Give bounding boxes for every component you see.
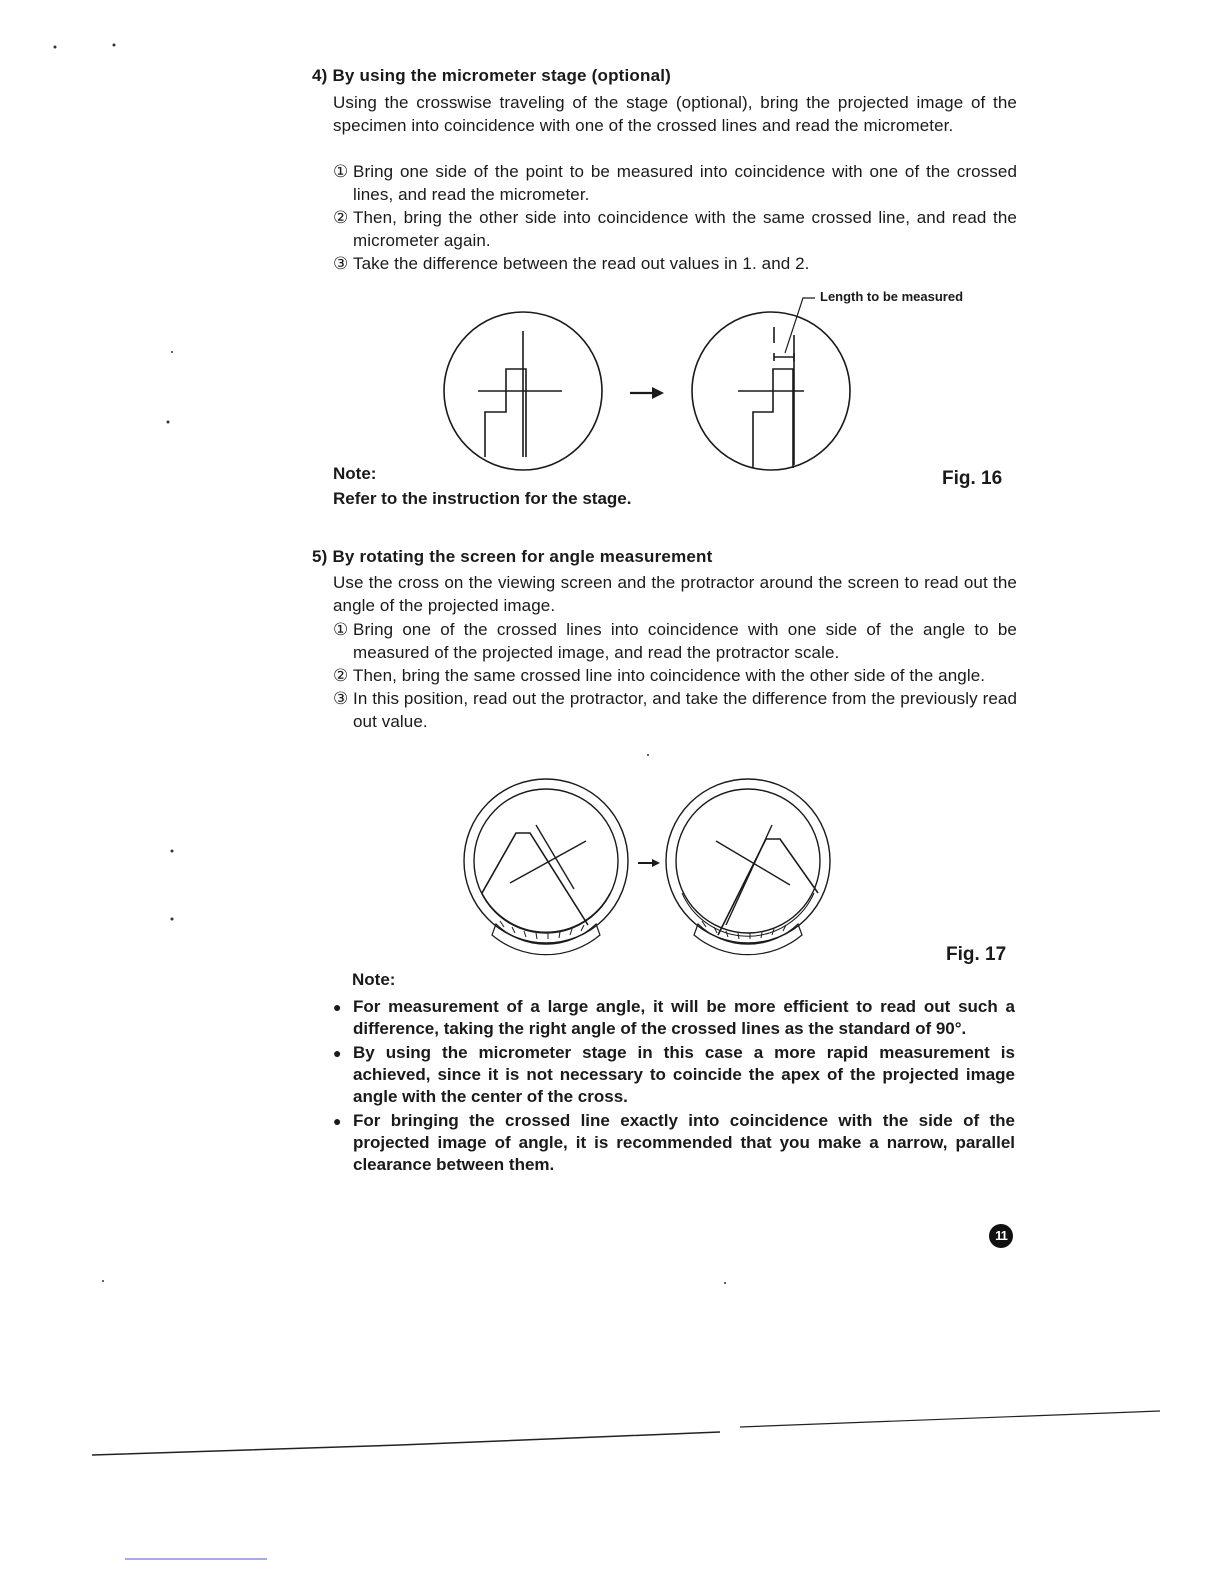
bullet-icon: ● xyxy=(333,1045,342,1061)
step-text: Then, bring the other side into coincidence with the same crossed line, and read the micrometer again. xyxy=(353,208,1017,250)
step-text: Bring one side of the point to be measured into coincidence with one of the crossed lines, and read the micrometer. xyxy=(353,162,1017,204)
bullet-text: By using the micrometer stage in this case a more rapid measurement is achieved, since it is not necessary to coincide the apex of the projected image angle with the center of the cross. xyxy=(353,1043,1015,1106)
step-text: Bring one of the crossed lines into coincidence with one side of the angle to be measured of the projected image, and read the protractor scale. xyxy=(353,620,1017,662)
bullet-icon: ● xyxy=(333,1113,342,1129)
fig-17-caption: Fig. 17 xyxy=(946,944,1007,965)
step-text: In this position, read out the protractor, and take the difference from the previously read out value. xyxy=(353,689,1017,731)
bottom-rule xyxy=(740,1411,1160,1427)
bullet-text: For bringing the crossed line exactly into coincidence with the side of the projected image of angle, it is recommended that you make a narrow, parallel clearance between them. xyxy=(353,1111,1015,1174)
step-number: ① xyxy=(333,162,349,181)
step-text: Then, bring the same crossed line into coincidence with the other side of the angle. xyxy=(353,666,986,685)
section-5-intro: Use the cross on the viewing screen and the protractor around the screen to read out the angle of the projected image. xyxy=(333,573,1017,615)
bullet-icon: ● xyxy=(333,999,342,1015)
page-number: 11 xyxy=(989,1224,1013,1248)
fig-17-note-label: Note: xyxy=(352,970,396,989)
fig-16-note-label: Note: xyxy=(333,464,377,483)
step-text: Take the difference between the read out values in 1. and 2. xyxy=(353,254,810,273)
step-number: ① xyxy=(333,620,349,639)
section-4-intro: Using the crosswise traveling of the stage (optional), bring the projected image of the specimen into coincidence with one of the crossed lines and read the micrometer. xyxy=(333,93,1017,135)
bullet-text: For measurement of a large angle, it will be more efficient to read out such a difference, taking the right angle of the crossed lines as the standard of 90°. xyxy=(353,997,1015,1038)
bottom-rule xyxy=(92,1432,720,1455)
step-number: ③ xyxy=(333,689,349,708)
length-annotation: Length to be measured xyxy=(820,289,964,304)
section-5-heading: 5) By rotating the screen for angle measurement xyxy=(312,547,713,566)
section-4-heading: 4) By using the micrometer stage (optional) xyxy=(312,66,672,85)
step-number: ② xyxy=(333,666,349,685)
fig-16-caption: Fig. 16 xyxy=(942,468,1003,489)
step-number: ③ xyxy=(333,254,349,273)
fig-16-note-text: Refer to the instruction for the stage. xyxy=(333,489,632,508)
step-number: ② xyxy=(333,208,349,227)
